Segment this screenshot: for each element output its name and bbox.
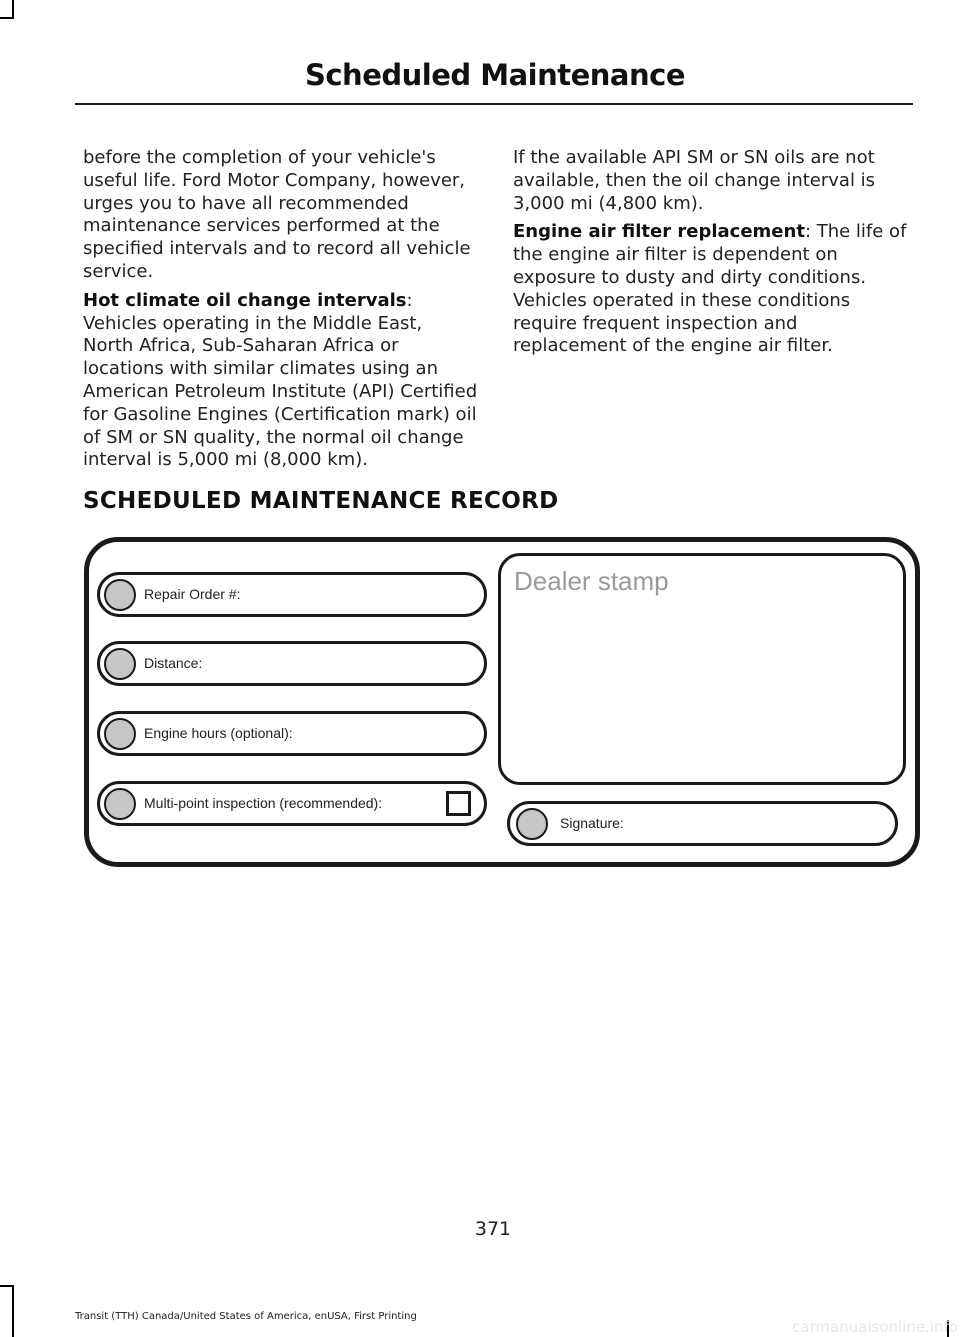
repair-order-field[interactable] [97,572,487,617]
dealer-stamp-label: Dealer stamp [514,566,669,596]
paragraph-body: : The life of the engine air filter is dependent on exposure to dusty and dirty conditions. Vehicles operated in these conditions require frequent inspection and replacement of the engine air filter. [513,221,907,357]
circle-icon [104,718,136,750]
crop-mark [0,17,14,19]
paragraph [513,221,908,358]
circle-icon [104,788,136,820]
paragraph: If the available API SM or SN oils are not available, then the oil change interval is 3,000 mi (4,800 km). [513,147,876,214]
field-label: Distance: [144,655,203,671]
watermark: carmanualsonline.info [792,1318,958,1336]
page-title: Scheduled Maintenance [304,58,686,92]
distance-field[interactable] [97,641,487,686]
crop-mark [12,1285,14,1337]
field-label: Signature: [560,815,624,831]
right-column [513,147,908,364]
inspection-checkbox[interactable] [446,791,471,816]
paragraph-heading: Engine air filter replacement [513,221,805,243]
dealer-stamp-box[interactable] [498,553,906,785]
publication-info: Transit (TTH) Canada/United States of America, enUSA, First Printing [75,1311,417,1322]
field-label: Engine hours (optional): [144,725,293,741]
field-label: Repair Order #: [144,586,241,602]
section-heading: SCHEDULED MAINTENANCE RECORD [83,488,559,514]
paragraph-body: : Vehicles operating in the Middle East, North Africa, Sub-Saharan Africa or locations with similar climates using an American Petroleum Institute (API) Certified for Gasoline Engines (Certification mark) oil of SM or SN quality, the normal oil change interval is 5,000 mi (8,000 km). [83,289,478,471]
crop-mark [12,0,14,18]
paragraph-heading: Hot climate oil change intervals [83,289,407,311]
field-label: Multi-point inspection (recommended): [144,795,383,811]
paragraph: before the completion of your vehicle's useful life. Ford Motor Company, however, urges you to have all recommended maintenance services performed at the specified intervals and to record all vehicle service. [83,147,471,282]
multi-point-inspection-field[interactable] [97,781,487,826]
circle-icon [104,648,136,680]
crop-mark [0,1285,14,1287]
page-number: 371 [474,1218,512,1240]
engine-hours-field[interactable] [97,711,487,756]
signature-field[interactable] [507,801,898,846]
circle-icon [516,808,548,840]
header-rule [75,103,913,105]
left-column [83,147,478,478]
paragraph [83,290,478,472]
circle-icon [104,579,136,611]
